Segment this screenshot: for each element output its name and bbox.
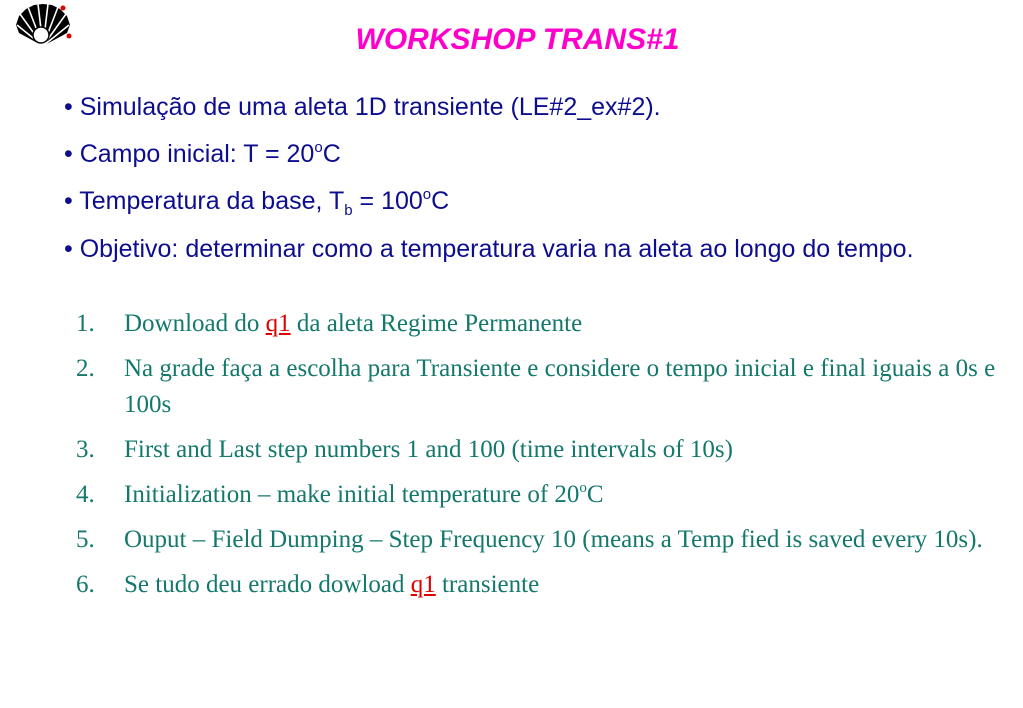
step-text: Na grade faça a escolha para Transiente e considere o tempo inicial e final iguais a 0s e 100s xyxy=(124,355,996,418)
slide-title: WORKSHOP TRANS#1 xyxy=(355,23,680,56)
step-item xyxy=(76,477,996,513)
bullet-marker: • xyxy=(64,140,73,168)
step-item xyxy=(76,306,996,342)
step-text: Se tudo deu errado dowload xyxy=(124,571,411,598)
bullet-text-after: C xyxy=(431,187,450,215)
bullet-text-mid: = 100 xyxy=(352,187,423,215)
step-number: 2. xyxy=(76,355,95,382)
bullet-text: Simulação de uma aleta 1D transiente (LE#2_ex#2). xyxy=(79,93,661,121)
numbered-steps xyxy=(76,306,996,612)
bullet-text-after: C xyxy=(322,140,341,168)
step-text: Download do xyxy=(124,310,266,337)
bullet-item xyxy=(64,90,964,124)
step-number: 1. xyxy=(76,310,95,337)
bullet-marker: • xyxy=(64,93,73,121)
superscript: o xyxy=(314,139,323,156)
bullet-item xyxy=(64,137,964,171)
bullet-item xyxy=(64,231,964,267)
superscript: o xyxy=(579,480,587,496)
step-number: 5. xyxy=(76,526,95,553)
bullet-marker: • xyxy=(64,187,73,215)
q1-transient-link[interactable]: q1 xyxy=(410,571,436,598)
bullet-marker: • xyxy=(64,235,73,263)
step-item xyxy=(76,522,996,558)
step-number: 3. xyxy=(76,436,95,463)
step-number: 4. xyxy=(76,481,95,508)
step-text-after: C xyxy=(586,481,604,508)
step-number: 6. xyxy=(76,571,95,598)
bullet-list xyxy=(64,90,964,280)
step-text-after: da aleta Regime Permanente xyxy=(290,310,583,337)
step-item xyxy=(76,567,996,603)
bullet-text: Temperatura da base, T xyxy=(79,187,345,215)
step-text: Initialization – make initial temperature of 20 xyxy=(124,481,580,508)
step-text: Ouput – Field Dumping – Step Frequency 10 (means a Temp fied is saved every 10s). xyxy=(124,526,983,553)
step-item xyxy=(76,432,996,468)
subscript: b xyxy=(344,202,353,219)
bullet-item xyxy=(64,184,964,218)
step-text: First and Last step numbers 1 and 100 (time intervals of 10s) xyxy=(124,436,733,463)
step-text-after: transiente xyxy=(435,571,540,598)
bullet-text: Objetivo: determinar como a temperatura varia na aleta ao longo do tempo. xyxy=(79,235,914,263)
bullet-text: Campo inicial: T = 20 xyxy=(79,140,315,168)
superscript: o xyxy=(422,186,432,203)
step-item xyxy=(76,351,996,423)
q1-link[interactable]: q1 xyxy=(265,310,291,337)
